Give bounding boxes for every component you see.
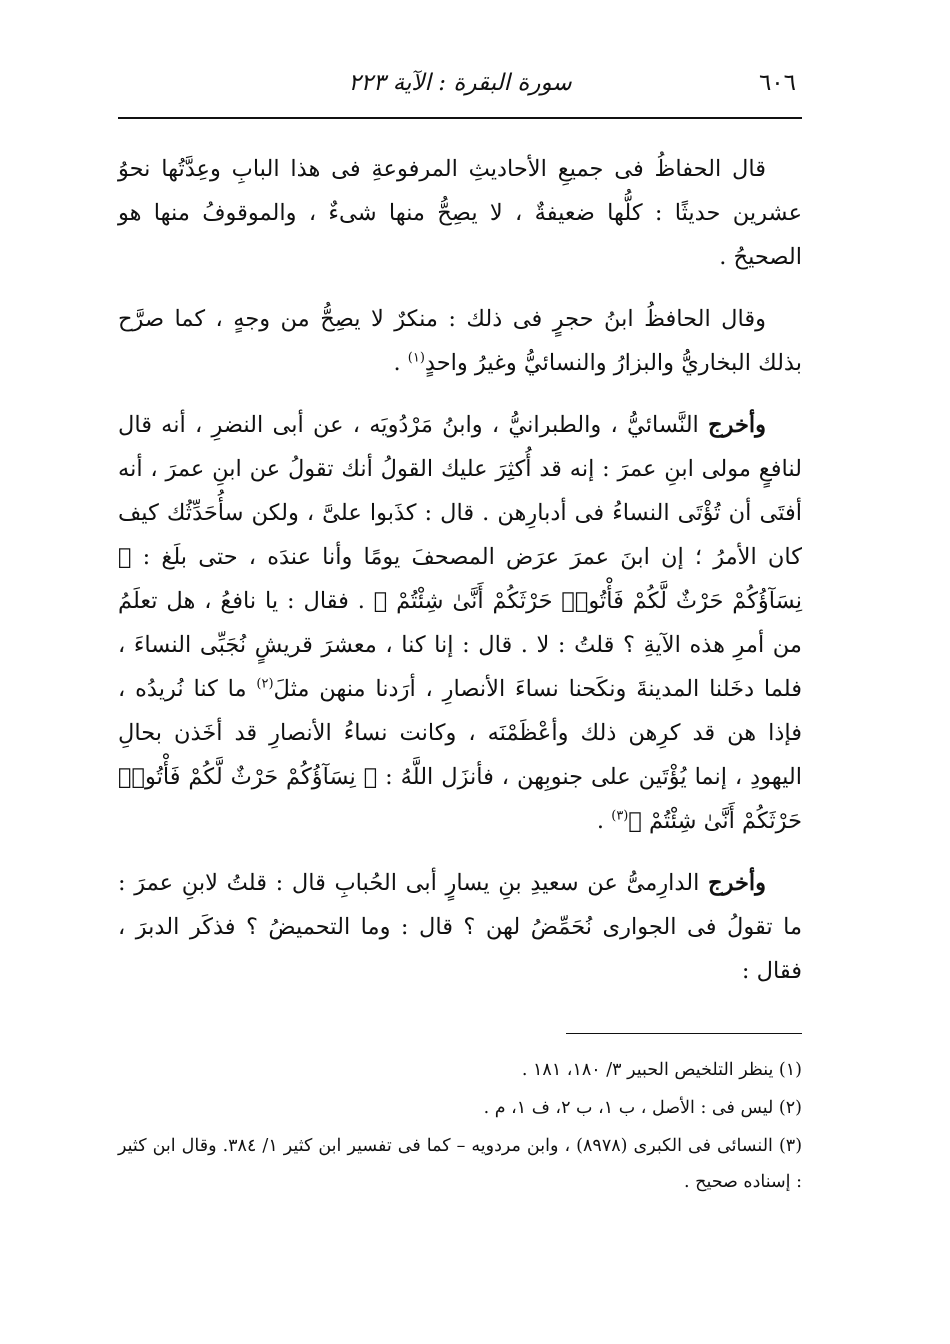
paragraph-tail: ما كنا نُريدُه ، فإذا هن قد كرِهن ذلك وأعْظَمْنَه ، وكانت نساءُ الأنصارِ قد أخَذن بحالِ اليهودِ ، إنما يُؤْتَين على جنوبِهن ، فأنزَل اللَّهُ : ﴿ نِسَآؤُكُمْ حَرْثٌ لَّكُمْ فَأْتُوا۟ حَرْثَكُمْ أَنَّىٰ شِئْتُمْ ﴾ [118, 676, 802, 834]
footnote-rule [566, 1033, 802, 1034]
footnotes [118, 1052, 802, 1200]
paragraph-text: الدارِمىُّ عن سعيدِ بنِ يسارٍ أبى الحُبابِ قال : قلتُ لابنِ عمرَ : ما تقولُ فى الجوارى نُحَمِّضُ لهن ؟ قال : وما التحميضُ ؟ فذكَر الدبرَ ، فقال : [118, 870, 802, 984]
header-rule [118, 117, 802, 119]
footnote-marker: (١) [407, 350, 425, 366]
page-number: ٦٠٦ [758, 70, 796, 96]
paragraph-4 [118, 861, 802, 993]
running-title: سورة البقرة : الآية ٢٢٣ [348, 70, 572, 96]
footnote-3: (٣) النسائى فى الكبرى (٨٩٧٨) ، وابن مردويه – كما فى تفسير ابن كثير ١/ ٣٨٤. وقال ابن كثير : إسناده صحيح . [118, 1136, 803, 1192]
paragraph-1 [118, 147, 802, 279]
paragraph-text: النَّسائيُّ ، والطبرانيُّ ، وابنُ مَرْدُويَه ، عن أبى النضرِ ، أنه قال لنافعٍ مولى ابنِ عمرَ : إنه قد أُكثِرَ عليك القولُ أنك تقولُ عن ابنِ عمرَ ، أنه أفتَى أن تُؤْتَى النساءُ فى أدبارِهن . قال : كذَبوا علىَّ ، ولكن سأُحَدِّثُك كيف كان الأمرُ ؛ إن ابنَ عمرَ عرَض المصحفَ يومًا وأنا عندَه ، حتى بلَغ : ﴿ نِسَآؤُكُمْ حَرْثٌ لَّكُمْ فَأْتُوا۟ حَرْثَكُمْ أَنَّىٰ شِئْتُمْ ﴾ . فقال : يا نافعُ ، هل تعلَمُ من أمرِ هذه الآيةِ ؟ قلتُ : لا . قال : إنا كنا ، معشرَ قريشٍ نُجَبِّى النساءَ ، فلما دخَلنا المدينةَ ونكَحنا نساءَ الأنصارِ ، أرَدنا منهن مثلَ [118, 412, 802, 702]
paragraph-2 [118, 297, 802, 385]
paragraph-3 [118, 403, 802, 843]
paragraph-tail: . [393, 350, 408, 376]
page-header [118, 58, 802, 114]
paragraph-end: . [596, 808, 612, 834]
paragraph-lead-word: وأخرج [708, 412, 766, 438]
paragraph-text: وقال الحافظُ ابنُ حجرٍ فى ذلك : منكرٌ لا يصِحُّ من وجهٍ ، كما صرَّح بذلك البخاريُّ والبزارُ والنسائيُّ وغيرُ واحدٍ [118, 306, 802, 376]
footnote-marker: (٣) [611, 808, 629, 824]
footnote-1: (١) ينظر التلخيص الحبير ٣/ ١٨٠، ١٨١ . [521, 1060, 802, 1080]
book-page [118, 58, 802, 1202]
paragraph-lead-word: وأخرج [708, 870, 766, 896]
footnote-marker: (٢) [256, 676, 274, 692]
footnote-2: (٢) ليس فى : الأصل ، ب ١، ب ٢، ف ١، م . [483, 1098, 802, 1118]
paragraph-text: قال الحفاظُ فى جميعِ الأحاديثِ المرفوعةِ فى هذا البابِ وعِدَّتُها نحوُ عشرين حديثًا : كلُّها ضعيفةٌ ، لا يصِحُّ منها شىءٌ ، والموقوفُ منها هو الصحيحُ . [118, 156, 802, 270]
main-text [118, 147, 802, 993]
